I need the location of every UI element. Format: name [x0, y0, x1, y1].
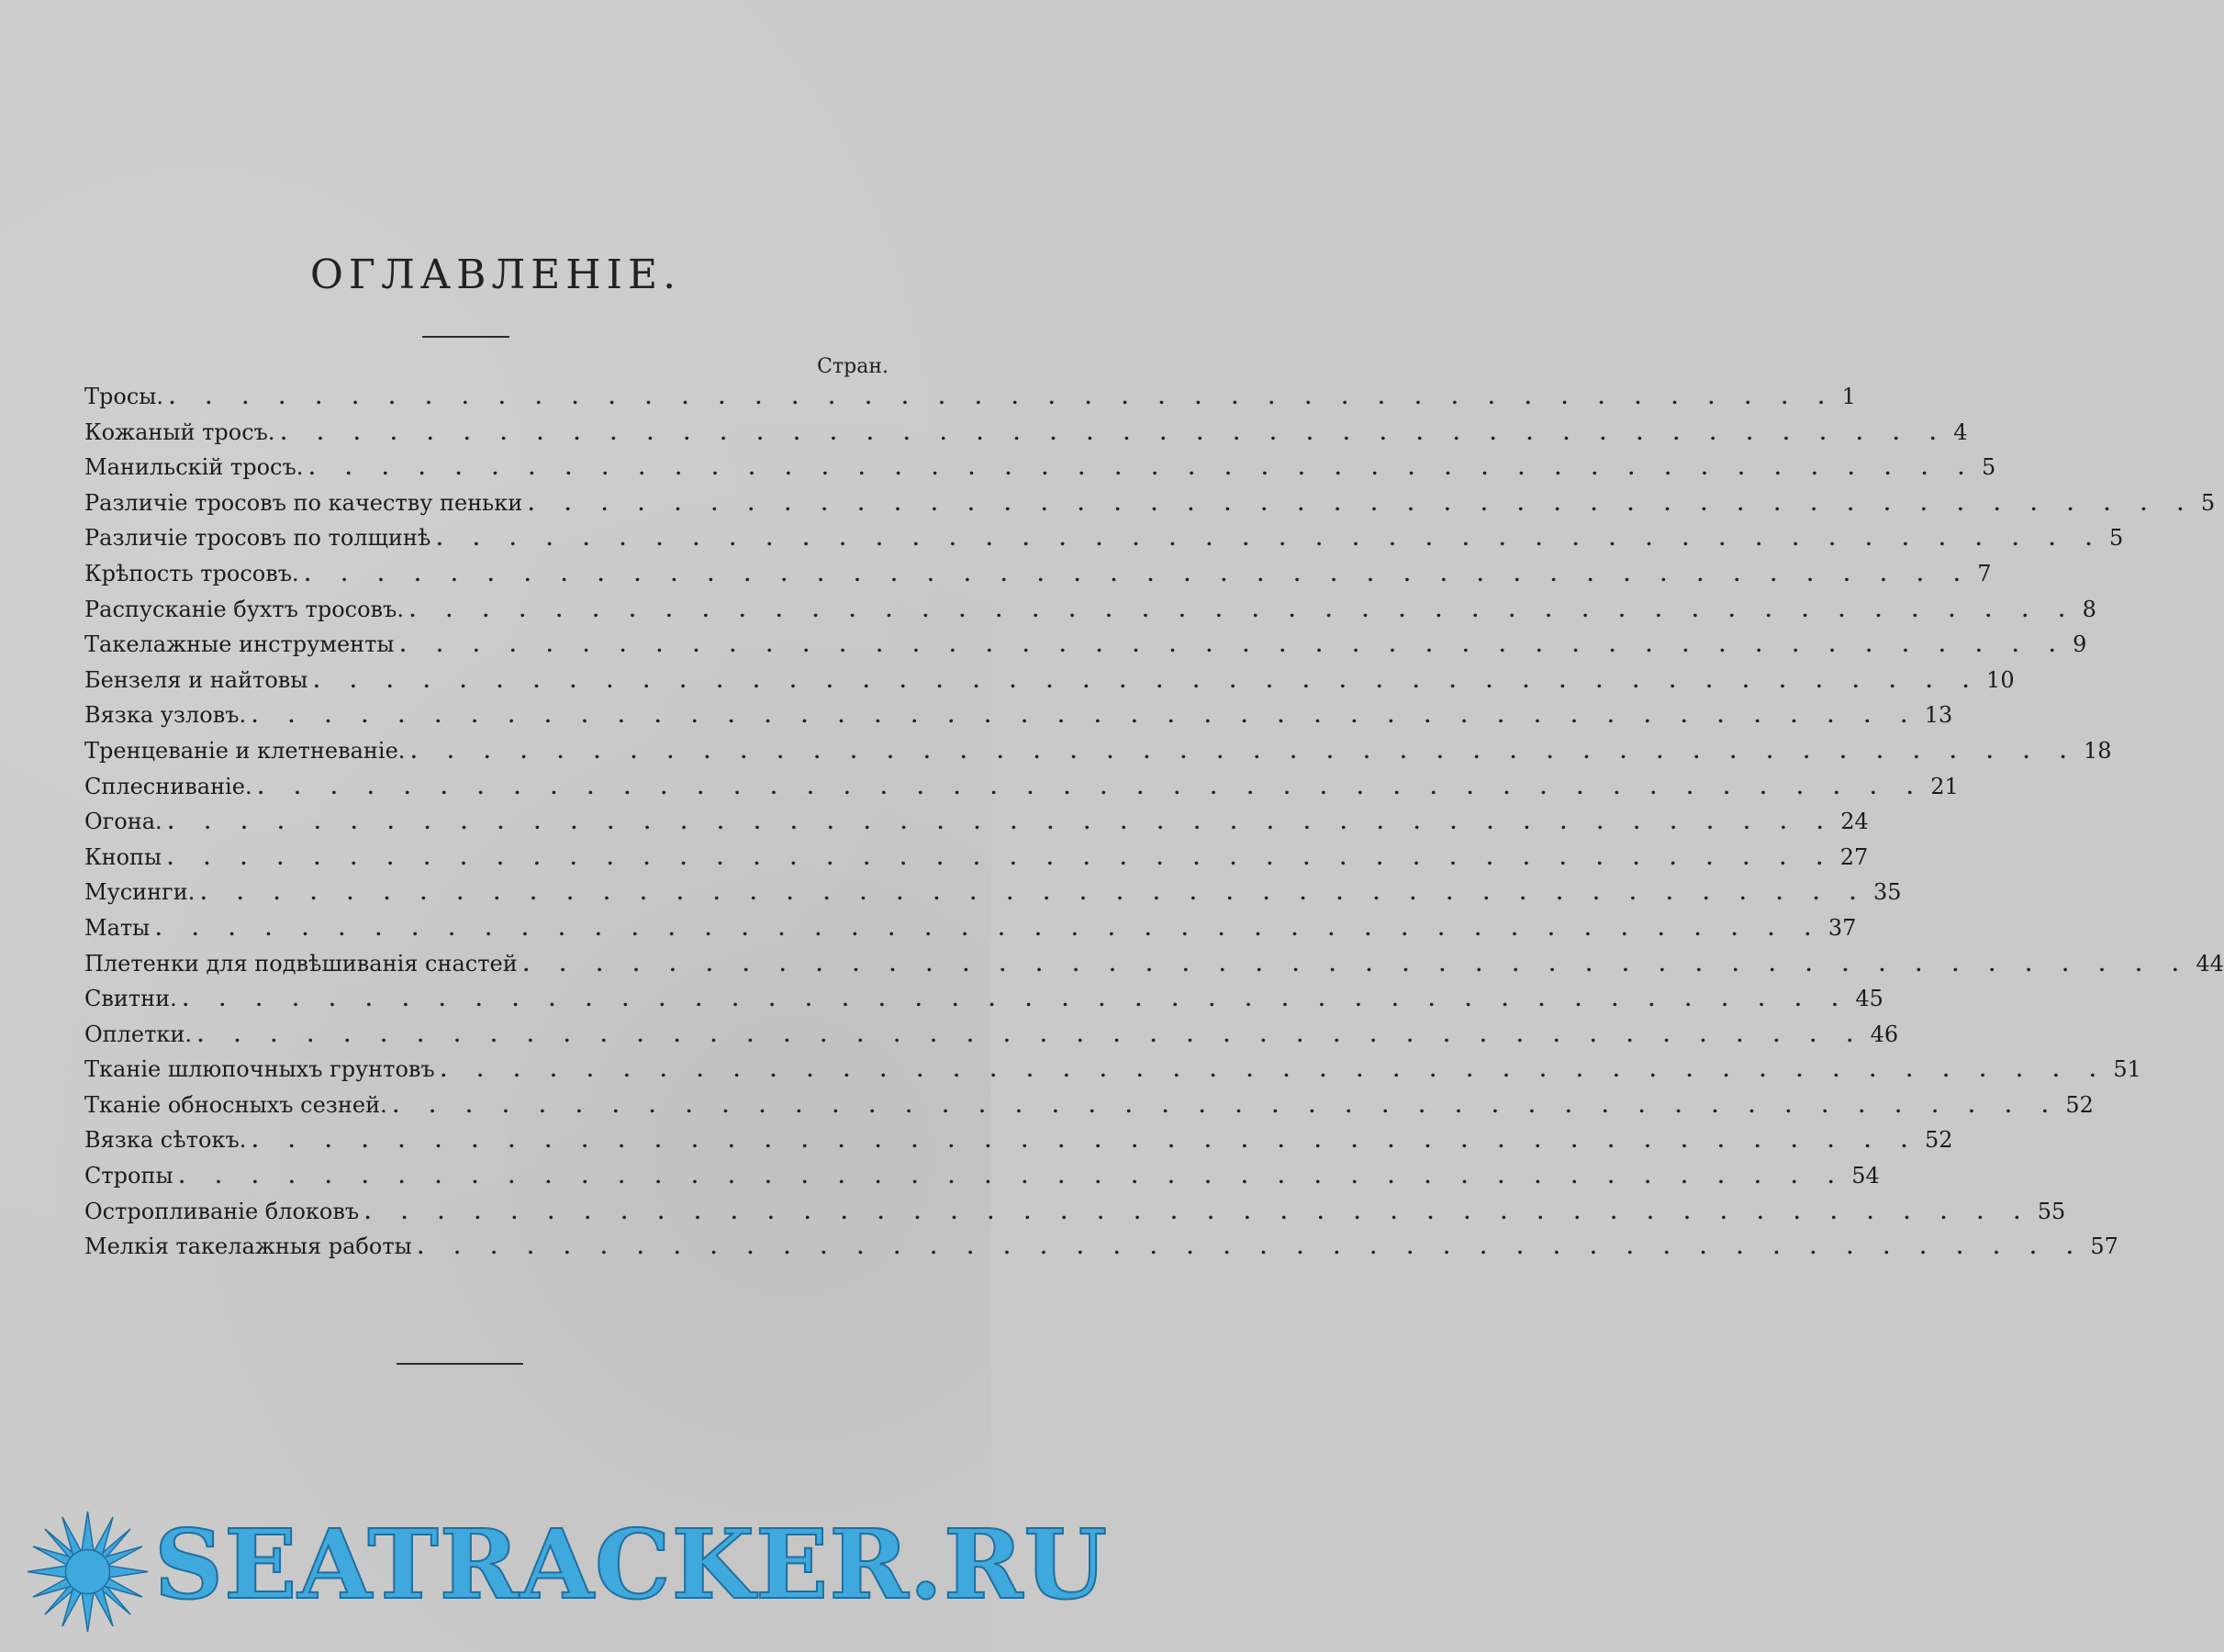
- dot-leader: . . . . . . . . . . . . . . . . . . . . . . . . . . . . . . . . . . . . . . . . . . . . . .: [169, 386, 1837, 408]
- toc-entry: [84, 666, 2015, 703]
- dot-leader: . . . . . . . . . . . . . . . . . . . . . . . . . . . . . . . . . . . . . . . . . . . . . .: [408, 598, 2077, 621]
- dot-leader: . . . . . . . . . . . . . . . . . . . . . . . . . . . . . . . . . . . . . . . . . . . . . .: [251, 705, 1919, 728]
- title-divider: [422, 336, 509, 338]
- toc-entry-page: 5: [1981, 454, 1996, 481]
- toc-entry-title: Кнопы: [84, 843, 162, 870]
- toc-entry-title: Манильскій тросъ.: [84, 454, 304, 481]
- dot-leader: . . . . . . . . . . . . . . . . . . . . . . . . . . . . . . . . . . . . . . . . . . . . . .: [392, 1094, 2061, 1117]
- toc-entry-title: Сплесниваніе.: [84, 773, 252, 799]
- toc-entry-page: 51: [2113, 1056, 2141, 1083]
- toc-entry-title: Оплетки.: [84, 1021, 193, 1047]
- dot-leader: . . . . . . . . . . . . . . . . . . . . . . . . . . . . . . . . . . . . . . . . . . . . . .: [197, 1023, 1865, 1046]
- dot-leader: . . . . . . . . . . . . . . . . . . . . . . . . . . . . . . . . . . . . . . . . . . . . . .: [440, 1059, 2108, 1082]
- toc-entry: [84, 1198, 2066, 1234]
- toc-entry: [84, 631, 2087, 667]
- toc-entry-title: Маты: [84, 914, 151, 941]
- toc-entry: [84, 986, 1883, 1021]
- toc-entry: [84, 702, 1953, 738]
- toc-entry-page: 35: [1872, 879, 1902, 906]
- toc-entry-title: Тканіе шлюпочныхъ грунтовъ: [84, 1056, 435, 1083]
- table-of-contents: [84, 384, 2224, 1269]
- toc-entry: [84, 560, 1992, 597]
- toc-entry-page: 55: [2037, 1198, 2066, 1224]
- toc-entry-title: Тросы.: [84, 384, 163, 409]
- toc-entry-page: 18: [2084, 737, 2112, 764]
- dot-leader: . . . . . . . . . . . . . . . . . . . . . . . . . . . . . . . . . . . . . . . . . . . . . .: [528, 492, 2196, 515]
- end-divider: [397, 1363, 523, 1365]
- toc-entry-page: 54: [1851, 1163, 1880, 1189]
- toc-entry-page: 21: [1930, 773, 1959, 799]
- dot-leader: . . . . . . . . . . . . . . . . . . . . . . . . . . . . . . . . . . . . . . . . . . . . . .: [417, 1236, 2085, 1259]
- dot-leader: . . . . . . . . . . . . . . . . . . . . . . . . . . . . . . . . . . . . . . . . . . . . . .: [280, 421, 1949, 444]
- toc-entry: [84, 454, 1996, 490]
- toc-entry: [84, 1233, 2118, 1269]
- toc-entry: [84, 914, 1857, 951]
- toc-entry-title: Такелажные инструменты: [84, 631, 395, 658]
- watermark-text: SEATRACKER.RU: [154, 1508, 1109, 1621]
- dot-leader: . . . . . . . . . . . . . . . . . . . . . . . . . . . . . . . . . . . . . . . . . . . . . .: [155, 917, 1823, 940]
- toc-entry-page: 44: [2196, 950, 2224, 977]
- toc-entry: [84, 1163, 1880, 1199]
- toc-entry: [84, 384, 1856, 419]
- toc-entry-page: 52: [2065, 1091, 2094, 1118]
- dot-leader: . . . . . . . . . . . . . . . . . . . . . . . . . . . . . . . . . . . . . . . . . . . . . .: [304, 563, 1973, 586]
- toc-entry-page: 27: [1839, 843, 1869, 870]
- page-title: ОГЛАВЛЕНІЕ.: [309, 251, 682, 299]
- toc-entry: [84, 525, 2124, 561]
- toc-entry: [84, 489, 2216, 526]
- dot-leader: . . . . . . . . . . . . . . . . . . . . . . . . . . . . . . . . . . . . . . . . . . . . . .: [167, 811, 1836, 834]
- toc-entry-page: 13: [1924, 702, 1953, 729]
- toc-entry-page: 57: [2090, 1233, 2118, 1260]
- toc-entry-title: Огона.: [84, 809, 162, 835]
- toc-entry-page: 7: [1977, 560, 1992, 586]
- toc-entry-title: Кожаный тросъ.: [84, 419, 275, 445]
- toc-entry: [84, 1021, 1899, 1057]
- toc-entry-page: 45: [1855, 986, 1883, 1012]
- toc-entry-title: Мусинги.: [84, 879, 196, 906]
- sun-icon: [26, 1510, 150, 1634]
- toc-entry-title: Тканіе обносныхъ сезней.: [84, 1091, 387, 1118]
- toc-entry-title: Плетенки для подвѣшиванія снастей: [84, 950, 518, 977]
- toc-entry-title: Тренцеваніе и клетневаніе.: [84, 737, 406, 764]
- dot-leader: . . . . . . . . . . . . . . . . . . . . . . . . . . . . . . . . . . . . . . . . . . . . . .: [399, 634, 2068, 657]
- toc-entry: [84, 419, 1968, 455]
- toc-entry: [84, 843, 1869, 880]
- dot-leader: . . . . . . . . . . . . . . . . . . . . . . . . . . . . . . . . . . . . . . . . . . . . . .: [436, 528, 2105, 551]
- toc-entry-title: Свитни.: [84, 986, 177, 1012]
- toc-entry: [84, 950, 2224, 987]
- toc-entry: [84, 1127, 1953, 1163]
- toc-entry-page: 4: [1953, 419, 1968, 445]
- toc-entry-title: Вязка сѣтокъ.: [84, 1127, 247, 1154]
- toc-entry-title: Распусканіе бухтъ тросовъ.: [84, 596, 404, 622]
- toc-entry-page: 5: [2109, 525, 2124, 552]
- toc-entry-title: Крѣпость тросовъ.: [84, 560, 299, 586]
- toc-entry-page: 24: [1840, 809, 1869, 835]
- dot-leader: . . . . . . . . . . . . . . . . . . . . . . . . . . . . . . . . . . . . . . . . . . . . . .: [178, 1166, 1847, 1189]
- toc-entry: [84, 737, 2112, 774]
- dot-leader: . . . . . . . . . . . . . . . . . . . . . . . . . . . . . . . . . . . . . . . . . . . . . .: [257, 776, 1926, 798]
- toc-entry: [84, 1056, 2141, 1092]
- toc-entry-page: 10: [1986, 666, 2015, 693]
- toc-entry-title: Различіе тросовъ по толщинѣ: [84, 525, 431, 552]
- toc-entry-title: Мелкія такелажныя работы: [84, 1233, 412, 1260]
- toc-entry: [84, 596, 2096, 632]
- dot-leader: . . . . . . . . . . . . . . . . . . . . . . . . . . . . . . . . . . . . . . . . . . . . . .: [522, 953, 2191, 976]
- toc-entry: [84, 1091, 2094, 1128]
- toc-entry-page: 52: [1924, 1127, 1953, 1154]
- dot-leader: . . . . . . . . . . . . . . . . . . . . . . . . . . . . . . . . . . . . . . . . . . . . . .: [308, 457, 1976, 480]
- toc-entry-page: 9: [2073, 631, 2087, 658]
- dot-leader: . . . . . . . . . . . . . . . . . . . . . . . . . . . . . . . . . . . . . . . . . . . . . .: [410, 740, 2079, 763]
- toc-entry-page: 5: [2200, 489, 2216, 516]
- dot-leader: . . . . . . . . . . . . . . . . . . . . . . . . . . . . . . . . . . . . . . . . . . . . . .: [251, 1130, 1919, 1153]
- dot-leader: . . . . . . . . . . . . . . . . . . . . . . . . . . . . . . . . . . . . . . . . . . . . . .: [313, 669, 1982, 692]
- toc-entry-title: Бензеля и найтовы: [84, 666, 308, 693]
- dot-leader: . . . . . . . . . . . . . . . . . . . . . . . . . . . . . . . . . . . . . . . . . . . . . .: [200, 882, 1868, 905]
- toc-entry-page: 37: [1827, 914, 1857, 941]
- toc-entry-page: 46: [1870, 1021, 1899, 1047]
- toc-entry-title: Вязка узловъ.: [84, 702, 247, 729]
- toc-entry: [84, 809, 1869, 844]
- dot-leader: . . . . . . . . . . . . . . . . . . . . . . . . . . . . . . . . . . . . . . . . . . . . . .: [182, 988, 1850, 1011]
- toc-entry: [84, 879, 1902, 915]
- watermark: [26, 1508, 1109, 1634]
- toc-entry-page: 1: [1841, 384, 1856, 409]
- toc-entry-title: Остропливаніе блоковъ: [84, 1198, 360, 1224]
- toc-entry: [84, 773, 1959, 809]
- toc-entry-title: Стропы: [84, 1163, 173, 1189]
- toc-entry-title: Различіе тросовъ по качеству пеньки: [84, 489, 523, 516]
- dot-leader: . . . . . . . . . . . . . . . . . . . . . . . . . . . . . . . . . . . . . . . . . . . . . .: [167, 846, 1835, 869]
- page-column-heading: Стран.: [817, 355, 888, 378]
- toc-entry-page: 8: [2082, 596, 2096, 622]
- dot-leader: . . . . . . . . . . . . . . . . . . . . . . . . . . . . . . . . . . . . . . . . . . . . . .: [364, 1200, 2032, 1223]
